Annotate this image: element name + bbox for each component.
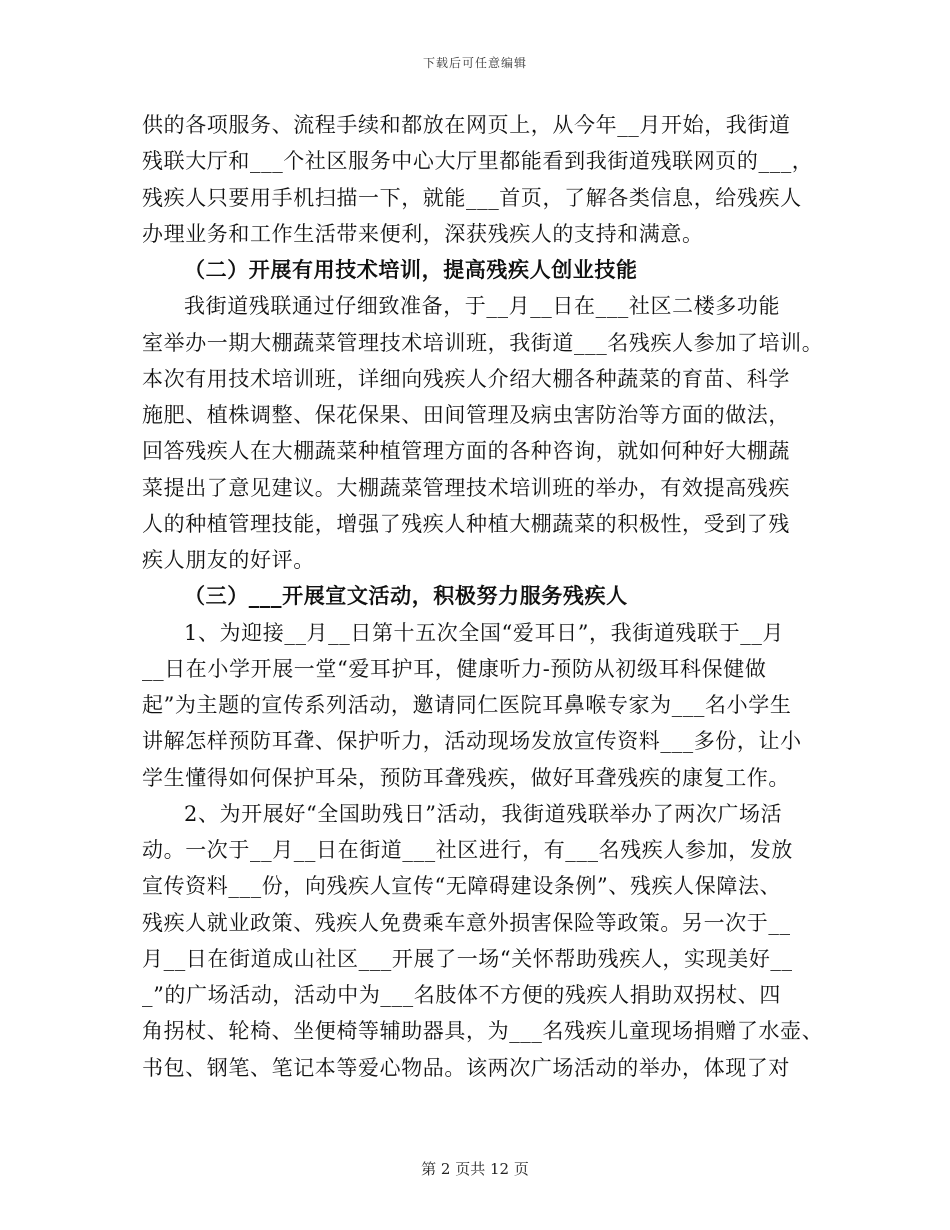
text-line: 动。一次于__月__日在街道___社区进行，有___名残疾人参加，发放 [142,838,793,862]
page-footer: 第 2 页共 12 页 [421,1160,529,1178]
text-line: 残疾人就业政策、残疾人免费乘车意外损害保险等政策。另一次于__ [142,910,791,935]
text-line: 残联大厅和___个社区服务中心大厅里都能看到我街道残联网页的___， [142,149,814,174]
text-line: 施肥、植株调整、保花保果、田间管理及病虫害防治等方面的做法， [142,403,790,427]
text-line: _”的广场活动，活动中为___名肢体不方便的残疾人捐助双拐杖、四 [142,983,781,1007]
text-line: 本次有用技术培训班，详细向残疾人介绍大棚各种蔬菜的育苗、科学 [142,366,790,391]
text-line: 供的各项服务、流程手续和都放在网页上，从今年__月开始，我街道 [142,113,791,137]
text-line: 疾人朋友的好评。 [142,548,315,572]
text-line: 菜提出了意见建议。大棚蔬菜管理技术培训班的举办，有效提高残疾 [142,475,790,500]
section-heading: （三）___开展宣文活动，积极努力服务残疾人 [184,583,628,609]
text-line: 起”为主题的宣传系列活动，邀请同仁医院耳鼻喉专家为___名小学生 [142,693,792,717]
page-header: 下载后可任意编辑 [422,56,527,70]
text-line: 办理业务和工作生活带来便利，深获残疾人的支持和满意。 [142,221,704,246]
text-line: 学生懂得如何保护耳朵，预防耳聋残疾，做好耳聋残疾的康复工作。 [142,765,790,790]
text-line: __日在小学开展一堂“爱耳护耳，健康听力-预防从初级耳科保健做 [142,656,767,681]
text-line: 书包、钢笔、笔记本等爱心物品。该两次广场活动的举办，体现了对 [142,1055,790,1080]
text-line: 残疾人只要用手机扫描一下，就能___首页，了解各类信息，给残疾人 [142,185,802,210]
text-line: 角拐杖、轮椅、坐便椅等辅助器具，为___名残疾儿童现场捐赠了水壶、 [142,1019,824,1044]
text-line: 1、为迎接__月__日第十五次全国“爱耳日”，我街道残联于__月 [184,620,785,645]
text-line: 讲解怎样预防耳聋、保护听力，活动现场发放宣传资料___多份，让小 [142,729,802,754]
text-line: 室举办一期大棚蔬菜管理技术培训班，我街道___名残疾人参加了培训。 [142,330,824,355]
text-line: 2、为开展好“全国助残日”活动，我街道残联举办了两次广场活 [184,801,783,826]
text-line: 我街道残联通过仔细致准备，于__月__日在___社区二楼多功能 [184,294,781,319]
text-line: 人的种植管理技能，增强了残疾人种植大棚蔬菜的积极性，受到了残 [142,511,790,536]
text-line: 宣传资料___份，向残疾人宣传“无障碍建设条例”、残疾人保障法、 [142,874,782,899]
section-heading: （二）开展有用技术培训，提高残疾人创业技能 [184,257,638,282]
text-line: 回答残疾人在大棚蔬菜种植管理方面的各种咨询，就如何种好大棚蔬 [142,439,790,464]
text-line: 月__日在街道成山社区___开展了一场“关怀帮助残疾人，实现美好__ [142,946,793,971]
